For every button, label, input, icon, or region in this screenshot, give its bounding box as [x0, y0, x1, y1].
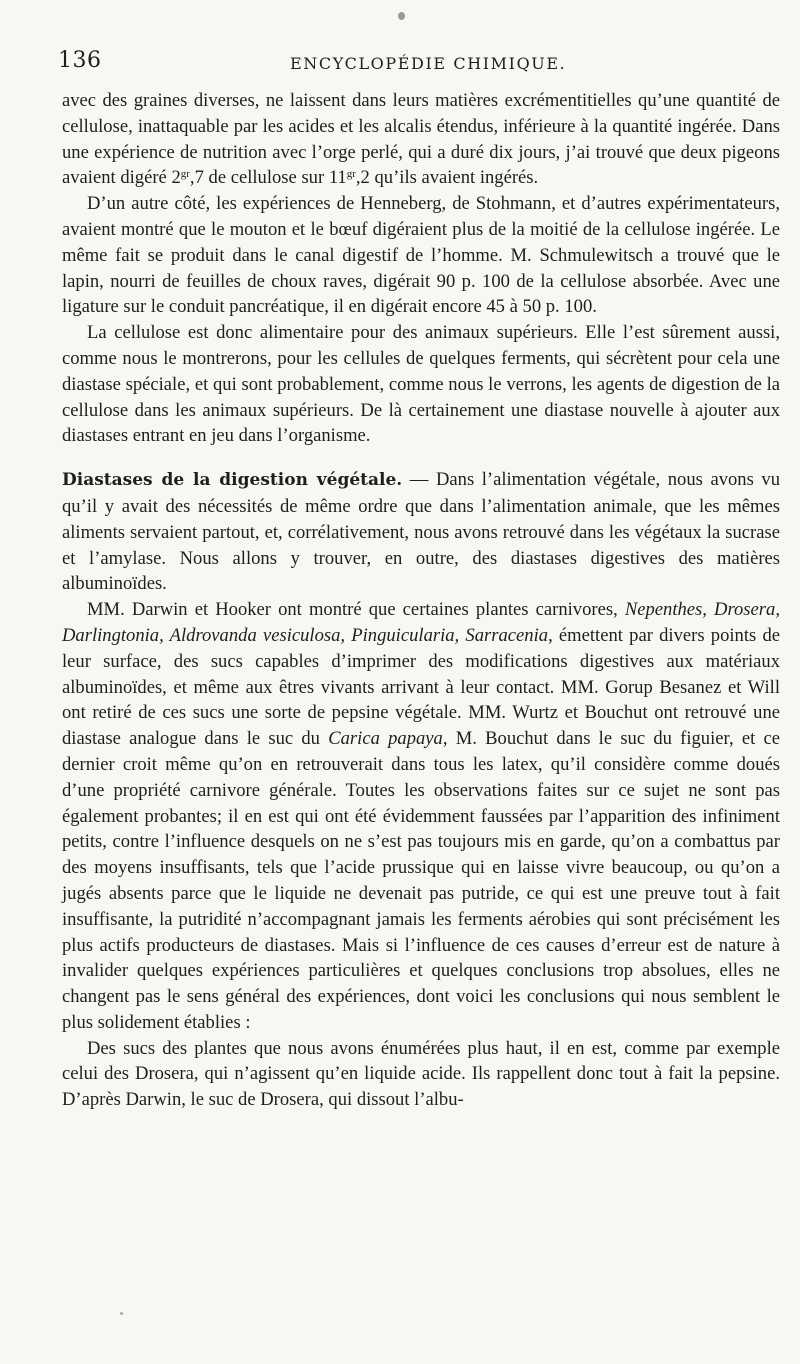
species-name: Carica papaya	[328, 728, 443, 750]
paragraph-section-digestion-vegetale: Diastases de la digestion végétale. — Dans l’alimentation végétale, nous avons vu qu’il y avait des nécessités de même ordre que dans l’alimentation animale, que les mêmes aliments servaient partout, et, corrélativement, nous avons retrouvé dans les végétaux la sucrase et l’amylase. Nous allons y trouver, en outre, des diastases digestives des matières albuminoïdes.	[62, 469, 780, 595]
body-text	[62, 88, 780, 1113]
page-number: 136	[58, 48, 102, 73]
running-title: ENCYCLOPÉDIE CHIMIQUE.	[290, 54, 567, 73]
page-header	[58, 48, 750, 78]
plant-names: Nepenthes, Drosera, Darlingtonia, Aldrovanda vesiculosa, Pinguicularia, Sarracenia	[62, 599, 780, 646]
section-title: Diastases de la digestion végétale.	[62, 470, 403, 491]
paragraph-henneberg: D’un autre côté, les expériences de Henneberg, de Stohmann, et d’autres expérimentateurs, avaient montré que le mouton et le bœuf digéraient plus de la moitié de la cellulose ingérée. Le même fait se produit dans le canal digestif de l’homme. M. Schmulewitsch a trouvé que le lapin, nourri de feuilles de choux raves, digérait 90 p. 100 de la cellulose absorbée. Avec une ligature sur le conduit pancréatique, il en digérait encore 45 à 50 p. 100.	[62, 193, 780, 318]
ink-speck	[120, 1312, 123, 1315]
unit-superscript: gr	[346, 168, 356, 181]
paragraph-cellulose-alimentaire: La cellulose est donc alimentaire pour des animaux supérieurs. Elle l’est sûrement aussi, comme nous le montrerons, pour les cellules de quelques ferments, qui sécrètent pour cela une diastase spéciale, et qui sont probablement, comme nous le verrons, les agents de digestion de la cellulose dans les animaux supérieurs. De là certainement une diastase nouvelle à ajouter aux diastases entrant en jeu dans l’organisme.	[62, 322, 780, 447]
paragraph-drosera: Des sucs des plantes que nous avons énumérées plus haut, il en est, comme par exemple celui des Drosera, qui n’agissent qu’en liquide acide. Ils rappellent donc tout à fait la pepsine. D’après Darwin, le suc de Drosera, qui dissout l’albu-	[62, 1037, 780, 1111]
paragraph-plantes-carnivores: MM. Darwin et Hooker ont montré que certaines plantes carnivores, Nepenthes, Drosera, Darlingtonia, Aldrovanda vesiculosa, Pinguicularia, Sarracenia, émettent par divers points de leur surface, des sucs capables d’imprimer des modifications digestives aux matériaux albuminoïdes, et même aux êtres vivants arrivant à leur contact. MM. Gorup Besanez et Will ont retiré de ces sucs une sorte de pepsine végétale. MM. Wurtz et Bouchut ont retrouvé une diastase analogue dans le suc du Carica papaya, M. Bouchut dans le suc du figuier, et ce dernier croit même qu’on en retrouverait dans tous les latex, qu’il considère comme doués d’une propriété carnivore générale. Toutes les observations faites sur ce sujet ne sont pas également probantes; il en est qui ont été évidemment faussées par l’apparition des infiniment petits, contre l’influence desquels on ne s’est pas toujours mis en garde, qu’on a combattus par des moyens insuffisants, tels que l’acide prussique qui en laisse vivre beaucoup, ou qu’on a jugés absents parce que le liquide ne devenait pas putride, ce qui est une preuve tout à fait insuffisante, la putridité n’accompagnant jamais les ferments aérobies qui sont précisément les plus actifs producteurs de diastases. Mais si l’influence de ces causes d’erreur est de nature à invalider quelques expériences particulières et quelques conclusions trop absolues, elles ne changent pas le sens général des expériences, dont voici les conclusions qui nous semblent le plus solidement établies :	[62, 599, 780, 1033]
ink-spot	[398, 12, 405, 20]
unit-superscript: gr	[180, 168, 190, 181]
paragraph-cellulose-pigeons: avec des graines diverses, ne laissent dans leurs matières excrémentitielles qu’une quantité de cellulose, inattaquable par les acides et les alcalis étendus, inférieure à la quantité ingérée. Dans une expérience de nutrition avec l’orge perlé, qui a duré dix jours, j’ai trouvé que deux pigeons avaient digéré $2^{gr},7$ de cellulose sur $11^{gr},2$ qu’ils avaient ingérés.	[62, 90, 780, 189]
